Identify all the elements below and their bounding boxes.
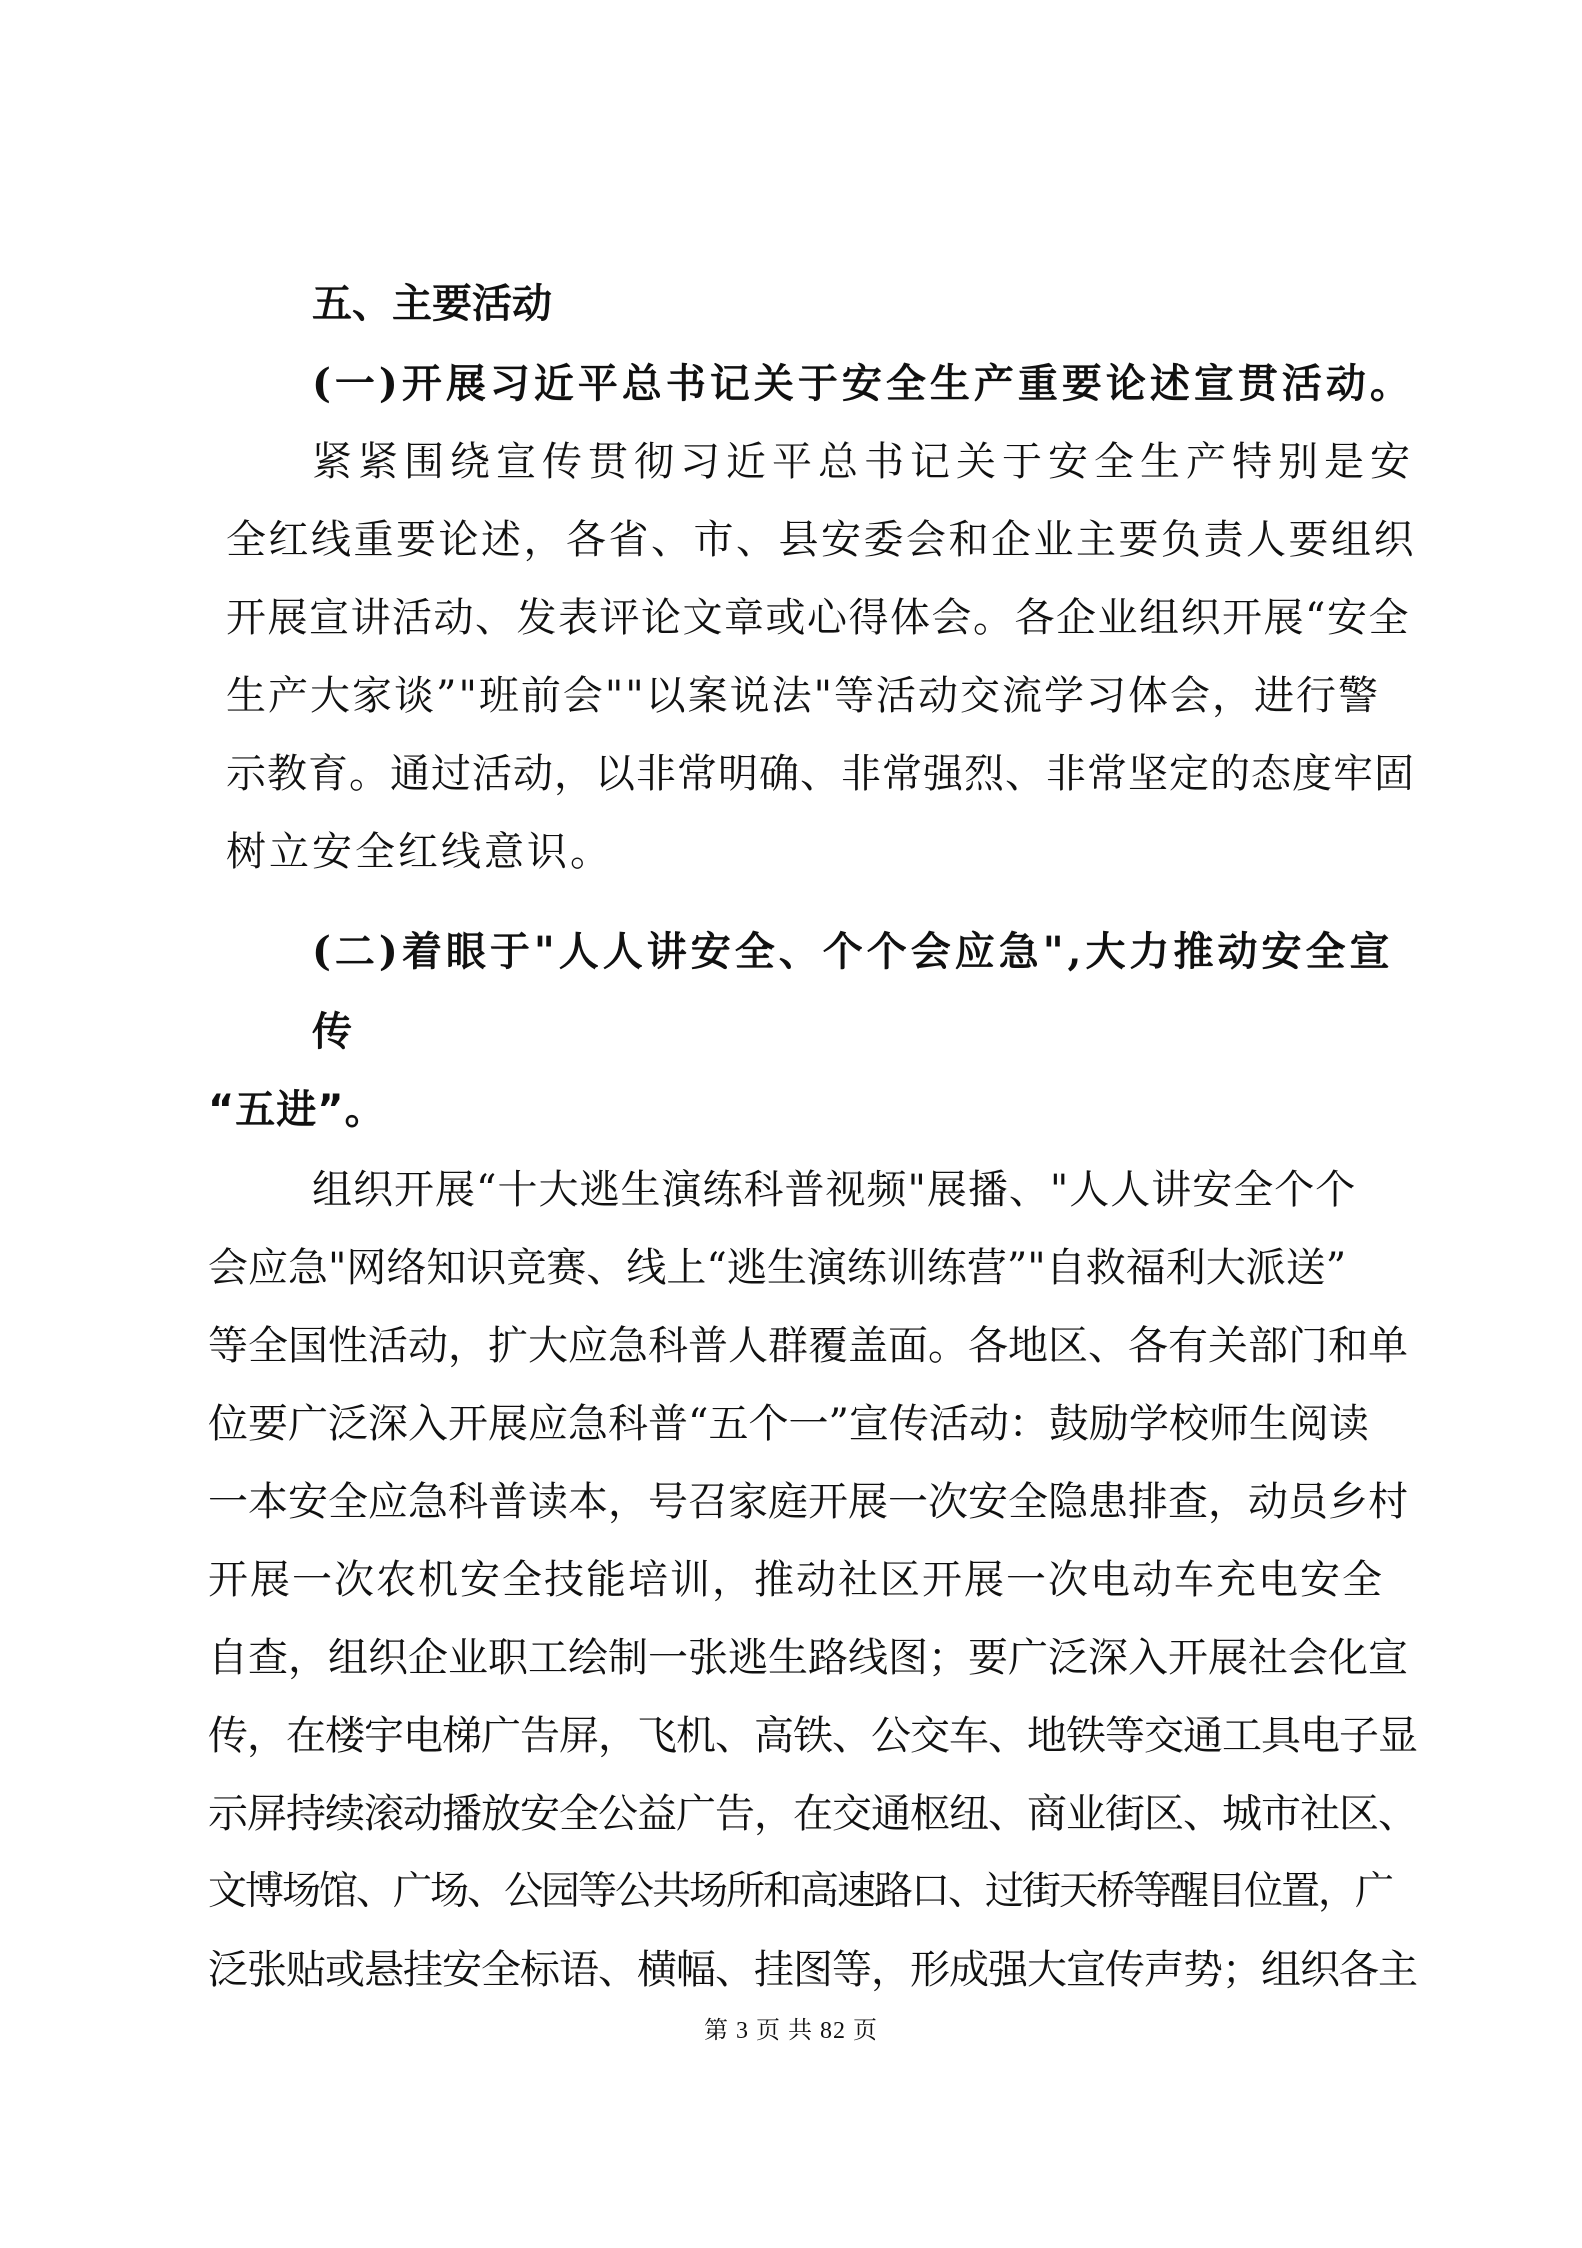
paragraph-line: 全红线重要论述，各省、市、县安委会和企业主要负责人要组织: [226, 517, 1416, 563]
paragraph-line: 等全国性活动，扩大应急科普人群覆盖面。各地区、各有关部门和单: [208, 1323, 1408, 1369]
paragraph-line: 开展一次农机安全技能培训，推动社区开展一次电动车充电安全: [208, 1557, 1384, 1603]
paragraph-line: 传，在楼宇电梯广告屏，飞机、高铁、公交车、地铁等交通工具电子显: [208, 1713, 1417, 1759]
paragraph-line: 生产大家谈”"班前会""以案说法"等活动交流学习体会，进行警: [226, 673, 1381, 719]
paragraph-line: 树立安全红线意识。: [226, 829, 613, 875]
paragraph-line: 示教育。通过活动，以非常明确、非常强烈、非常坚定的态度牢固: [226, 751, 1415, 797]
paragraph-line: 组织开展“十大逃生演练科普视频"展播、"人人讲安全个个: [312, 1167, 1357, 1213]
paragraph-line: 会应急"网络知识竞赛、线上“逃生演练训练营”"自救福利大派送”: [208, 1245, 1347, 1291]
paragraph-line: 一本安全应急科普读本，号召家庭开展一次安全隐患排查，动员乡村: [208, 1479, 1408, 1525]
paragraph-line: 泛张贴或悬挂安全标语、横幅、挂图等，形成强大宣传声势；组织各主: [208, 1947, 1417, 1993]
paragraph-line: 文博场馆、广场、公园等公共场所和高速路口、过街天桥等醒目位置，广: [208, 1869, 1393, 1914]
section-heading: 五、主要活动: [312, 281, 552, 327]
subsection-2-heading: (二)着眼于"人人讲安全、个个会应急",大力推动安全宣: [312, 928, 1394, 975]
subsection-2-heading-continued: 传: [312, 1008, 357, 1055]
page-number-footer: 第 3 页 共 82 页: [704, 2018, 878, 2044]
paragraph-line: 开展宣讲活动、发表评论文章或心得体会。各企业组织开展“安全: [226, 595, 1410, 641]
paragraph-line: 示屏持续滚动播放安全公益广告，在交通枢纽、商业街区、城市社区、: [208, 1791, 1417, 1837]
subsection-2-heading-continued: “五进”。: [208, 1087, 386, 1133]
paragraph-line: 紧紧围绕宣传贯彻习近平总书记关于安全生产特别是安: [312, 439, 1416, 485]
paragraph-line: 位要广泛深入开展应急科普“五个一”宣传活动：鼓励学校师生阅读: [208, 1401, 1369, 1447]
paragraph-line: 自查，组织企业职工绘制一张逃生路线图；要广泛深入开展社会化宣: [208, 1635, 1408, 1681]
subsection-1-heading: (一)开展习近平总书记关于安全生产重要论述宣贯活动。: [312, 360, 1414, 407]
